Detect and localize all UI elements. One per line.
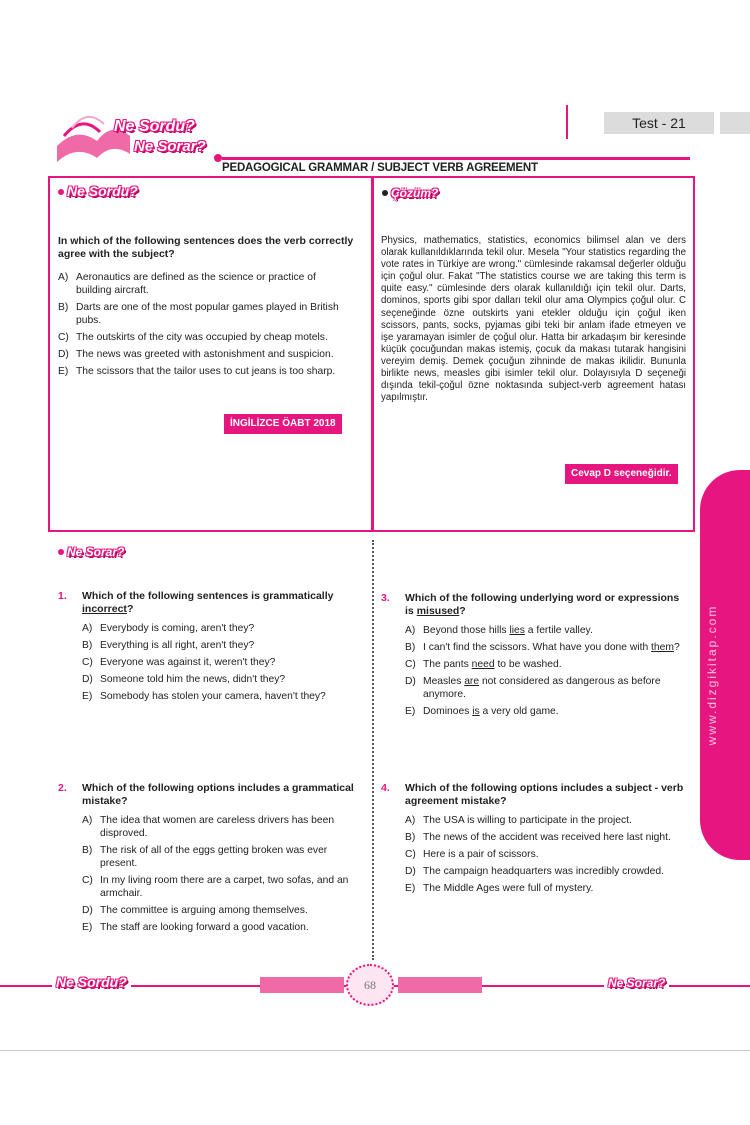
header-divider (566, 105, 568, 139)
question-3: 3. Which of the following underlying word or expressions is misused? A) Beyond those hills lies a fertile valley. B) I can't find the scissors. What have you done with them? C) The pants need to be washed. D) Measles are not considered as dangerous as before anymore. E) Dominoes is a very old game. (381, 592, 687, 722)
question-text: Which of the following options includes a subject - verb agreement mistake? (405, 782, 684, 807)
option-e: E) Dominoes is a very old game. (405, 706, 559, 717)
option-c: C) The pants need to be washed. (405, 659, 562, 670)
question-1: 1. Which of the following sentences is grammatically incorrect? A) Everybody is coming, aren't they? B) Everything is all right, aren't they? C) Everyone was against it, weren't they? D) Someone told him the news, didn't they? E) Somebody has stolen your camera, haven't they? (58, 590, 364, 707)
option-e: E) The staff are looking forward a good vacation. (82, 922, 309, 933)
option-a: A) Aeronautics are defined as the science or practice of building aircraft. (58, 272, 316, 296)
ne-sorar-tag: Ne Sorar? (58, 543, 124, 561)
bullet-dot (58, 189, 64, 195)
option-b: B) Everything is all right, aren't they? (82, 640, 255, 651)
footer-ne-sorar: Ne Sorar? (604, 974, 669, 992)
ne-sordu-question: In which of the following sentences does the verb correctly agree with the subject? (58, 235, 354, 260)
option-d: D) Measles are not considered as dangerous as before anymore. (405, 676, 661, 700)
option-a: A) Everybody is coming, aren't they? (82, 623, 255, 634)
ne-sordu-tag: Ne Sordu? (58, 183, 138, 201)
question-2: 2. Which of the following options includes a grammatical mistake? A) The idea that women are careless drivers has been disproved. B) The risk of all of the eggs getting broken was ever present. C) In my living room there are a carpet, two sofas, and an armchair. D) The committee is arguing among themselves. E) The staff are looking forward a good vacation. (58, 782, 364, 938)
logo-line-2: Ne Sorar? (134, 138, 206, 155)
header-dot (214, 154, 222, 162)
option-b: B) The risk of all of the eggs getting broken was ever present. (82, 845, 328, 869)
footer-ne-sordu: Ne Sordu? (52, 974, 131, 992)
header-rule (222, 157, 690, 160)
cozum-tag: Çözüm? (382, 184, 438, 202)
option-c: C) The outskirts of the city was occupied by cheap motels. (58, 332, 328, 343)
question-text: Which of the following underlying word or expressions is misused? (405, 592, 680, 617)
open-book-icon (52, 106, 132, 166)
option-e: E) Somebody has stolen your camera, haven't they? (82, 691, 326, 702)
cozum-text: Physics, mathematics, statistics, economics bilimsel alan ve ders olarak kullanıldıklarında tekil olur. Mesela "Your statistics regarding the vote rates in Türkiye are wrong." cümlesinde rakamsal değerler olduğu için çoğul olur. Fakat "The statistics course we are taking this term is quite easy." cümlesinde ders olarak kullanıldığı için tekil olur. Darts, dominos, sports gibi spor dalları tekil olur ama Olympics çoğul olur. C seçeneğinde özne outskirts yani etekler olduğu için çoğul iken scissors, pants, socks, pyjamas gibi teki bir anlam ifade etmeyen ve işe yaramayan isimler de çoğul olur. Hatta bir arkadaşım bir keresinde küçük çocuğundan makas istemiş, çocuk da makası tutarak hangisini vereyim demiş. Demek çocuğun zihninde de makas ikilidir. Bununla birlikte news, measles gibi isimler tekil olur. Dolayısıyla D seçeneği dışında tekil-çoğul özne noktasında subject-verb agreement hatası yapılmıştır. (381, 235, 686, 404)
footer-bar-right (398, 977, 482, 993)
option-a: A) The idea that women are careless drivers has been disproved. (82, 815, 335, 839)
option-e: E) The scissors that the tailor uses to cut jeans is too sharp. (58, 366, 336, 377)
option-b: B) I can't find the scissors. What have you done with them? (405, 642, 680, 653)
option-a: A) Beyond those hills lies a fertile valley. (405, 625, 593, 636)
bullet-dot (382, 190, 388, 196)
page-number: 68 (346, 964, 394, 1006)
box-divider (372, 176, 374, 532)
exam-source-badge: İNGİLİZCE ÖABT 2018 (224, 414, 342, 434)
test-label: Test - 21 (604, 112, 714, 134)
footer-bar-left (260, 977, 344, 993)
option-a: A) The USA is willing to participate in the project. (405, 815, 632, 826)
answer-badge: Cevap D seçeneğidir. (565, 464, 678, 484)
ne-sordu-ne-sorar-logo (52, 98, 222, 168)
test-label-tail (720, 112, 750, 134)
option-c: C) Here is a pair of scissors. (405, 849, 539, 860)
option-e: E) The Middle Ages were full of mystery. (405, 883, 594, 894)
page-bottom-rule (0, 1050, 750, 1051)
option-d: D) Someone told him the news, didn't they? (82, 674, 286, 685)
bullet-dot (58, 549, 64, 555)
question-text: Which of the following sentences is grammatically incorrect? (82, 590, 334, 615)
option-b: B) The news of the accident was received here last night. (405, 832, 671, 843)
option-d: D) The news was greeted with astonishment and suspicion. (58, 349, 334, 360)
option-b: B) Darts are one of the most popular games played in British pubs. (58, 302, 339, 326)
page-title: PEDAGOGICAL GRAMMAR / SUBJECT VERB AGREEMENT (222, 162, 538, 174)
option-d: D) The committee is arguing among themselves. (82, 905, 308, 916)
option-c: C) Everyone was against it, weren't they? (82, 657, 276, 668)
question-text: Which of the following options includes a grammatical mistake? (82, 782, 354, 807)
option-c: C) In my living room there are a carpet, two sofas, and an armchair. (82, 875, 349, 899)
column-divider (372, 540, 374, 960)
question-4: 4. Which of the following options includes a subject - verb agreement mistake? A) The USA is willing to participate in the project. B) The news of the accident was received here last night. C) Here is a pair of scissors. D) The campaign headquarters was incredibly crowded. E) The Middle Ages were full of mystery. (381, 782, 687, 899)
ne-sordu-question-block (58, 235, 354, 382)
logo-line-1: Ne Sordu? (114, 118, 195, 135)
option-d: D) The campaign headquarters was incredibly crowded. (405, 866, 664, 877)
